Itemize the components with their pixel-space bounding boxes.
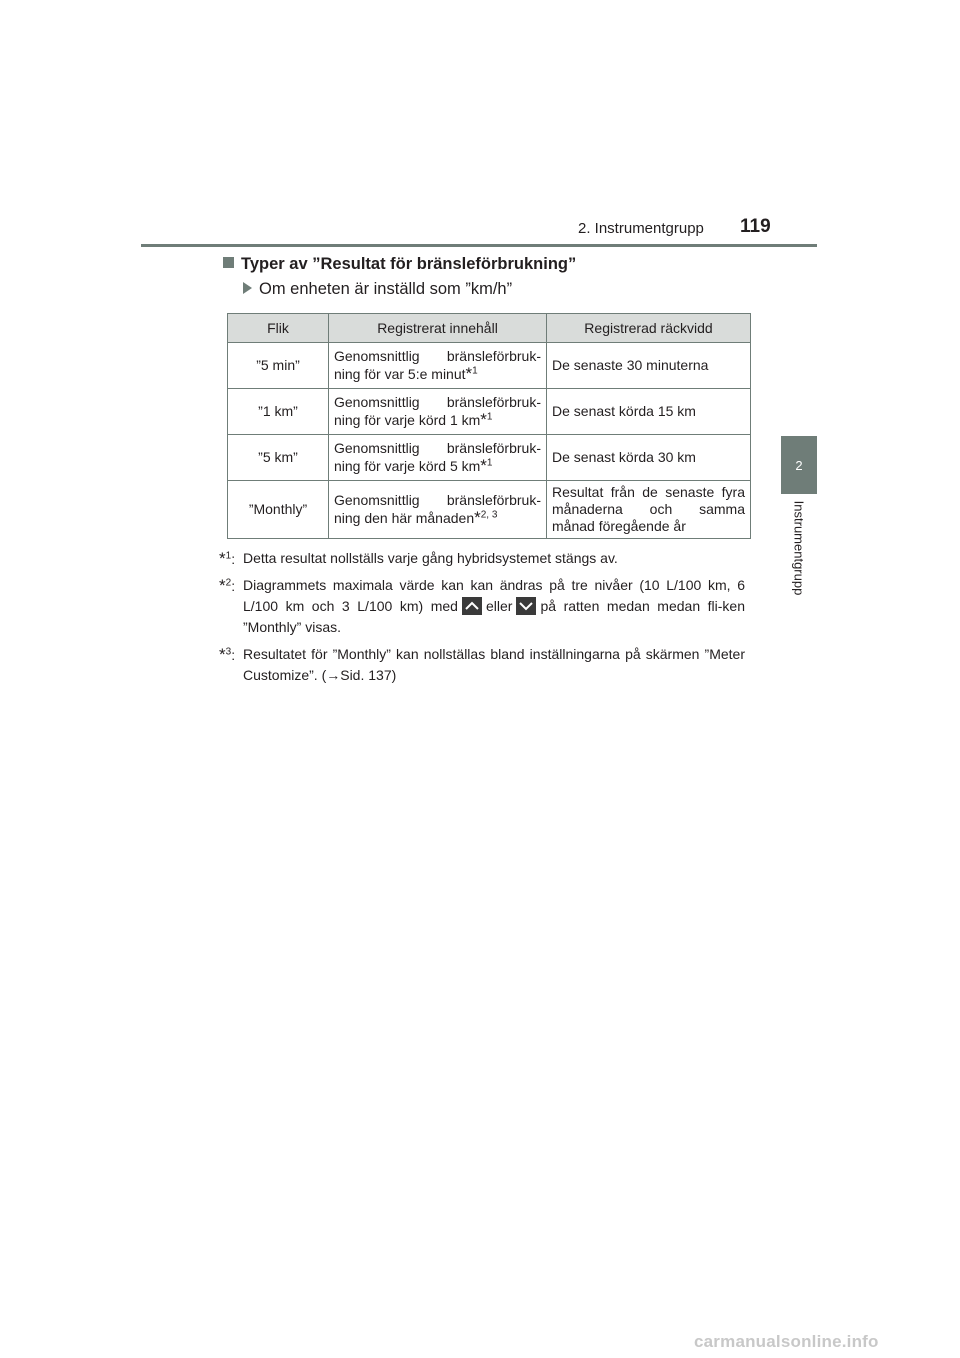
footnote-text: Detta resultat nollställs varje gång hybridsystemet stängs av. (243, 550, 618, 566)
content-text: Genomsnittlig bränsleförbruk-ning den här månaden (334, 492, 541, 526)
chevron-up-button-icon (462, 597, 482, 615)
square-bullet-icon (223, 257, 234, 268)
tab-cell: ”Monthly” (228, 481, 329, 539)
chevron-down-button-icon (516, 597, 536, 615)
watermark: carmanualsonline.info (694, 1332, 879, 1351)
footnote-ref: 1 (486, 457, 493, 469)
footnote (219, 548, 745, 569)
content-text: Genomsnittlig bränsleförbruk-ning för varje körd 5 km (334, 440, 541, 474)
header-rule (141, 244, 817, 247)
footnote (219, 644, 745, 686)
range-cell: De senast körda 30 km (547, 435, 751, 481)
footnote-star: * (480, 410, 487, 429)
header-section-title: 2. Instrumentgrupp (578, 220, 704, 237)
footnote-marker: *$^3$: (219, 645, 236, 664)
table-row (228, 343, 751, 389)
page-number: 119 (740, 216, 771, 237)
footnote-text: Resultatet för ”Monthly” kan nollställas bland inställningarna på skärmen ”Meter Customize”. (→Sid. 137) (243, 646, 745, 683)
tab-cell: ”5 km” (228, 435, 329, 481)
column-header: Flik (228, 314, 329, 343)
footnote-ref: 2, 3 (480, 509, 498, 521)
table-row (228, 481, 751, 539)
table-header-row (228, 314, 751, 343)
subheading (243, 280, 512, 299)
table-row (228, 389, 751, 435)
table-row (228, 435, 751, 481)
column-header: Registrerad räckvidd (547, 314, 751, 343)
range-cell: De senast körda 15 km (547, 389, 751, 435)
footnote-text: på ratten medan medan fli-ken ”Monthly” visas. (243, 598, 745, 635)
footnote-marker: *$^2$: (219, 576, 236, 595)
tab-cell: ”5 min” (228, 343, 329, 389)
footnote-star: * (465, 364, 473, 383)
column-header: Registrerat innehåll (329, 314, 547, 343)
footnote-text: Diagrammets maximala värde kan kan ändras på tre nivåer (10 L/100 km, 6 L/100 km och 3 L/100 km) med (243, 577, 745, 614)
footnote-ref: 1 (472, 365, 478, 377)
content-text: Genomsnittlig bränsleförbruk-ning för varje körd 1 km (334, 394, 541, 428)
content-cell (329, 435, 547, 481)
content-text: Genomsnittlig bränsleförbruk-ning för var 5:e minut (334, 348, 541, 382)
content-cell (329, 343, 547, 389)
tab-cell: ”1 km” (228, 389, 329, 435)
footnote-marker: *$^1$: (219, 549, 236, 568)
range-cell: Resultat från de senaste fyra månaderna och samma månad föregående år (547, 481, 751, 539)
side-tab-label: Instrumentgrupp (791, 500, 807, 596)
footnote-star: * (480, 456, 487, 475)
footnote-ref: 1 (486, 411, 493, 423)
footnote-text: eller (485, 598, 513, 614)
content-cell (329, 389, 547, 435)
section-heading (223, 255, 576, 274)
footnote (219, 575, 745, 638)
subheading-text: Om enheten är inställd som ”km/h” (259, 280, 513, 298)
section-heading-text: Typer av ”Resultat för bränsleförbrukning” (241, 255, 577, 273)
footnote-star: * (474, 508, 481, 527)
side-tab-number: 2 (781, 436, 817, 494)
range-cell: De senaste 30 minuterna (547, 343, 751, 389)
footnotes (219, 548, 745, 692)
triangle-bullet-icon (243, 282, 252, 294)
fuel-result-table (227, 313, 751, 539)
content-cell (329, 481, 547, 539)
